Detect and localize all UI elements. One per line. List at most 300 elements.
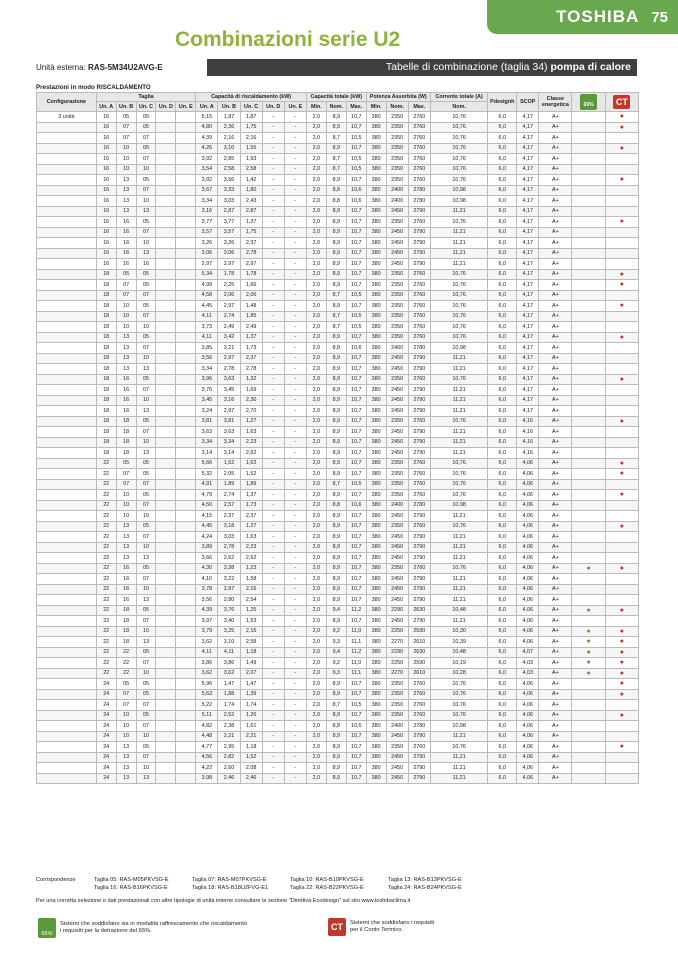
cell-heat-empty: - (284, 553, 306, 564)
cell-value: 2760 (408, 112, 430, 123)
page-number: 75 (651, 8, 668, 26)
cell-size-empty (176, 742, 196, 753)
cell-value: 8,9 (326, 227, 346, 238)
cell-size-empty (176, 700, 196, 711)
cell-value: 2760 (408, 710, 430, 721)
cell-size: 10 (116, 731, 136, 742)
cell-value: 10,98 (430, 185, 488, 196)
cell-value: 9,4 (326, 605, 346, 616)
cell-heat-empty: - (262, 689, 284, 700)
cell-value: 2790 (408, 353, 430, 364)
cell-value: 380 (366, 605, 386, 616)
cell-value: 2760 (408, 416, 430, 427)
cell-value: 2760 (408, 374, 430, 385)
cell-value: 11,21 (430, 206, 488, 217)
cell-value: 2760 (408, 479, 430, 490)
cell-heat-empty: - (284, 595, 306, 606)
cell-size: 18 (96, 364, 116, 375)
cell-value: 4,16 (517, 437, 539, 448)
cell-size: 16 (116, 584, 136, 595)
cell-heat: 4,30 (196, 563, 218, 574)
cell-value: 2350 (386, 563, 408, 574)
cell-heat-empty: - (262, 542, 284, 553)
cell-size-empty (176, 353, 196, 364)
cell-value: 6,0 (488, 112, 517, 123)
cell-size: 10 (116, 490, 136, 501)
cell-value: 10,7 (346, 175, 366, 186)
col-power: Potenza Assorbita (W) (366, 93, 430, 102)
sub-heat-e: Un. E (284, 102, 306, 112)
cell-heat-empty: - (284, 196, 306, 207)
cell-ct (605, 479, 638, 490)
red-dot-icon: ● (605, 269, 638, 280)
cell-size: 07 (136, 227, 156, 238)
cell-size-empty (156, 731, 176, 742)
cell-ct (605, 154, 638, 165)
cell-config (37, 311, 97, 322)
cell-ct (605, 322, 638, 333)
cell-size-empty (156, 164, 176, 175)
cell-value: 6,0 (488, 290, 517, 301)
cell-heat-empty: - (284, 658, 306, 669)
cell-heat: 1,37 (240, 217, 262, 228)
cell-value: 2760 (408, 521, 430, 532)
cell-value: 10,76 (430, 133, 488, 144)
cell-size: 16 (96, 206, 116, 217)
cell-size: 16 (96, 185, 116, 196)
cell-value: 6,0 (488, 763, 517, 774)
cell-size: 05 (136, 175, 156, 186)
red-dot-icon: ● (605, 710, 638, 721)
cell-heat-empty: - (284, 238, 306, 249)
section-bar-text: Tabelle di combinazione (taglia 34) (385, 61, 548, 73)
cell-value: 2,0 (306, 448, 326, 459)
cell-size: 18 (116, 437, 136, 448)
cell-size-empty (156, 752, 176, 763)
cell-size: 07 (136, 658, 156, 669)
cell-heat: 5,11 (196, 710, 218, 721)
cell-value: 6,0 (488, 185, 517, 196)
cell-value: 2450 (386, 437, 408, 448)
cell-config (37, 521, 97, 532)
cell-size: 05 (136, 647, 156, 658)
cell-value: 2450 (386, 227, 408, 238)
cell-size: 22 (96, 605, 116, 616)
cell-value: 2790 (408, 511, 430, 522)
cell-ct (605, 448, 638, 459)
red-dot-icon: ● (605, 605, 638, 616)
cell-config (37, 479, 97, 490)
table-row (37, 280, 639, 291)
cell-value: 2,0 (306, 238, 326, 249)
sub-un-c: Un. C (136, 102, 156, 112)
cell-value: 2,0 (306, 511, 326, 522)
cell-65 (572, 122, 605, 133)
cell-value: 2790 (408, 437, 430, 448)
cell-value: 8,7 (326, 700, 346, 711)
cell-value: 4,17 (517, 364, 539, 375)
cell-size-empty (176, 626, 196, 637)
cell-heat-empty: - (284, 626, 306, 637)
cell-heat: 4,79 (196, 490, 218, 501)
cell-config (37, 742, 97, 753)
cell-size: 13 (136, 773, 156, 784)
cell-size: 18 (96, 406, 116, 417)
cell-heat-empty: - (284, 710, 306, 721)
cell-size: 10 (136, 164, 156, 175)
cell-value: 11,21 (430, 238, 488, 249)
cell-size-empty (176, 542, 196, 553)
cell-value: 4,06 (517, 511, 539, 522)
cell-value: A+ (539, 469, 572, 480)
cell-value: 4,06 (517, 763, 539, 774)
cell-size-empty (156, 490, 176, 501)
cell-value: 2780 (408, 343, 430, 354)
cell-heat-empty: - (262, 238, 284, 249)
cell-value: A+ (539, 154, 572, 165)
cell-size-empty (156, 185, 176, 196)
cell-config (37, 689, 97, 700)
cell-config (37, 143, 97, 154)
cell-heat-empty: - (262, 637, 284, 648)
cell-size-empty (156, 616, 176, 627)
cell-value: 11,21 (430, 511, 488, 522)
cell-value: 10,7 (346, 437, 366, 448)
cell-size: 24 (96, 752, 116, 763)
cell-heat-empty: - (284, 731, 306, 742)
cell-heat: 1,74 (218, 700, 240, 711)
cell-size: 16 (116, 227, 136, 238)
cell-value: A+ (539, 217, 572, 228)
cell-value: A+ (539, 479, 572, 490)
cell-value: 4,17 (517, 395, 539, 406)
brand-logo: TOSHIBA (556, 7, 640, 26)
cell-config (37, 416, 97, 427)
cell-value: 2450 (386, 385, 408, 396)
cell-size-empty (176, 710, 196, 721)
cell-value: 4,06 (517, 542, 539, 553)
cell-value: 2790 (408, 763, 430, 774)
cell-65 (572, 385, 605, 396)
cell-size-empty (156, 479, 176, 490)
cell-65 (572, 290, 605, 301)
legend-ct (328, 918, 434, 936)
cell-heat: 1,63 (240, 532, 262, 543)
table-row (37, 364, 639, 375)
cell-heat: 2,49 (218, 322, 240, 333)
cell-value: 4,07 (517, 647, 539, 658)
cell-heat-empty: - (284, 175, 306, 186)
cell-heat-empty: - (284, 290, 306, 301)
cell-heat: 3,62 (196, 637, 218, 648)
cell-size: 22 (96, 563, 116, 574)
cell-value: 10,76 (430, 563, 488, 574)
cell-size-empty (156, 332, 176, 343)
cell-value: 6,0 (488, 374, 517, 385)
cell-value: 2,0 (306, 343, 326, 354)
cell-value: 380 (366, 721, 386, 732)
cell-value: 10,7 (346, 616, 366, 627)
cell-ct (605, 133, 638, 144)
cell-value: 10,98 (430, 196, 488, 207)
cell-65 (572, 458, 605, 469)
cell-value: 2,0 (306, 217, 326, 228)
cell-value: 10,7 (346, 595, 366, 606)
legend-65-text-2: i requisiti per la detrazione del 65%. (60, 928, 152, 934)
cell-ct (605, 196, 638, 207)
cell-heat: 3,18 (218, 521, 240, 532)
cell-size: 05 (136, 332, 156, 343)
cell-value: A+ (539, 721, 572, 732)
cell-heat-empty: - (284, 511, 306, 522)
cell-value: 4,17 (517, 259, 539, 270)
cell-value: 10,76 (430, 280, 488, 291)
table-row (37, 469, 639, 480)
red-dot-icon: ● (605, 626, 638, 637)
cell-heat: 2,97 (218, 259, 240, 270)
cell-value: 2450 (386, 406, 408, 417)
red-dot-icon: ● (605, 332, 638, 343)
cell-heat-empty: - (262, 458, 284, 469)
cell-heat: 1,80 (240, 185, 262, 196)
red-dot-icon: ● (605, 122, 638, 133)
cell-value: 2350 (386, 332, 408, 343)
cell-size: 10 (116, 143, 136, 154)
cell-size: 07 (136, 385, 156, 396)
cell-size: 07 (136, 290, 156, 301)
cell-value: 2790 (408, 259, 430, 270)
cell-heat: 4,45 (196, 521, 218, 532)
cell-value: A+ (539, 710, 572, 721)
cell-value: 4,17 (517, 206, 539, 217)
cell-size: 24 (96, 689, 116, 700)
cell-65 (572, 175, 605, 186)
cell-heat-empty: - (284, 479, 306, 490)
cell-value: 4,17 (517, 280, 539, 291)
cell-value: 2,0 (306, 374, 326, 385)
cell-value: 380 (366, 154, 386, 165)
cell-value: 2350 (386, 280, 408, 291)
cell-value: 2350 (386, 742, 408, 753)
cell-65 (572, 196, 605, 207)
cell-size: 13 (136, 248, 156, 259)
cell-config (37, 647, 97, 658)
cell-size: 05 (136, 301, 156, 312)
cell-value: 10,5 (346, 700, 366, 711)
cell-value: 4,17 (517, 133, 539, 144)
cell-ct (605, 395, 638, 406)
cell-value: 6,0 (488, 626, 517, 637)
cell-value: 10,76 (430, 416, 488, 427)
sub-heat-c: Un. C (240, 102, 262, 112)
cell-value: 2350 (386, 122, 408, 133)
cell-value: A+ (539, 574, 572, 585)
cell-value: 11,21 (430, 542, 488, 553)
table-row (37, 437, 639, 448)
cell-value: 380 (366, 742, 386, 753)
cell-size-empty (156, 353, 176, 364)
cell-size: 22 (116, 668, 136, 679)
cell-value: 2790 (408, 616, 430, 627)
cell-heat: 4,58 (196, 290, 218, 301)
cell-size: 22 (96, 668, 116, 679)
table-row (37, 416, 639, 427)
cell-size: 07 (136, 479, 156, 490)
cell-size: 22 (116, 658, 136, 669)
cell-value: 10,76 (430, 154, 488, 165)
table-row (37, 112, 639, 123)
cell-value: A+ (539, 427, 572, 438)
cell-size: 22 (116, 647, 136, 658)
cell-value: 4,06 (517, 563, 539, 574)
cell-65 (572, 500, 605, 511)
cell-value: 2350 (386, 521, 408, 532)
cell-heat: 3,63 (196, 427, 218, 438)
page-title: Combinazioni serie U2 (175, 28, 401, 51)
cell-value: 380 (366, 238, 386, 249)
ct-icon: CT (328, 918, 346, 936)
cell-heat-empty: - (284, 742, 306, 753)
cell-65 (572, 773, 605, 784)
cell-65 (572, 227, 605, 238)
cell-value: 2,0 (306, 763, 326, 774)
cell-value: 4,06 (517, 584, 539, 595)
cell-heat: 3,97 (196, 616, 218, 627)
cell-size: 13 (116, 175, 136, 186)
cell-value: 2760 (408, 563, 430, 574)
cell-65 (572, 584, 605, 595)
cell-value: 380 (366, 301, 386, 312)
cell-ct (605, 752, 638, 763)
cell-value: 2350 (386, 322, 408, 333)
cell-value: 11,21 (430, 773, 488, 784)
table-row (37, 238, 639, 249)
red-dot-icon: ● (605, 490, 638, 501)
cell-heat: 2,58 (240, 164, 262, 175)
cell-value: 380 (366, 437, 386, 448)
cell-config (37, 322, 97, 333)
cell-value: 4,06 (517, 500, 539, 511)
cell-size-empty (156, 196, 176, 207)
cell-size-empty (176, 763, 196, 774)
cell-size: 05 (136, 689, 156, 700)
cell-size: 10 (116, 322, 136, 333)
cell-heat: 2,07 (240, 668, 262, 679)
cell-value: 6,0 (488, 500, 517, 511)
cell-size: 13 (136, 637, 156, 648)
cell-value: 2760 (408, 143, 430, 154)
cell-value: 10,76 (430, 217, 488, 228)
cell-heat-empty: - (284, 269, 306, 280)
cell-size: 18 (96, 416, 116, 427)
cell-size-empty (156, 721, 176, 732)
cell-value: 10,7 (346, 416, 366, 427)
cell-value: 2790 (408, 532, 430, 543)
cell-config (37, 542, 97, 553)
cell-value: 2450 (386, 731, 408, 742)
cell-value: 6,0 (488, 259, 517, 270)
cell-config (37, 637, 97, 648)
cell-heat: 4,77 (196, 742, 218, 753)
cell-value: 2,0 (306, 133, 326, 144)
cell-heat: 2,85 (218, 154, 240, 165)
cell-value: 8,9 (326, 385, 346, 396)
cell-size-empty (176, 479, 196, 490)
cell-size-empty (176, 374, 196, 385)
cell-value: 8,9 (326, 742, 346, 753)
cell-size: 18 (96, 269, 116, 280)
cell-value: 6,0 (488, 742, 517, 753)
cell-size: 10 (136, 542, 156, 553)
cell-heat-empty: - (262, 133, 284, 144)
red-dot-icon: ● (605, 469, 638, 480)
cell-value: 2760 (408, 311, 430, 322)
cell-size-empty (176, 532, 196, 543)
cell-value: 4,17 (517, 269, 539, 280)
cell-value: 10,7 (346, 269, 366, 280)
cell-config (37, 616, 97, 627)
cell-value: 8,9 (326, 248, 346, 259)
cell-value: 380 (366, 259, 386, 270)
cell-heat-empty: - (284, 385, 306, 396)
cell-value: 2590 (408, 626, 430, 637)
cell-value: 6,0 (488, 238, 517, 249)
table-row (37, 259, 639, 270)
cell-heat: 4,11 (196, 647, 218, 658)
section-bar-bold: pompa di calore (550, 61, 631, 73)
cell-config (37, 332, 97, 343)
cell-value: 10,7 (346, 458, 366, 469)
cell-value: A+ (539, 542, 572, 553)
cell-65 (572, 427, 605, 438)
cell-value: 2,0 (306, 689, 326, 700)
cell-heat-empty: - (284, 574, 306, 585)
cell-heat-empty: - (262, 185, 284, 196)
cell-value: 6,0 (488, 133, 517, 144)
cell-size: 13 (116, 343, 136, 354)
cell-heat: 3,98 (196, 773, 218, 784)
cell-heat: 1,75 (240, 227, 262, 238)
table-row (37, 563, 639, 574)
cell-heat-empty: - (262, 616, 284, 627)
cell-heat-empty: - (262, 700, 284, 711)
cell-value: 8,9 (326, 616, 346, 627)
cell-value: 380 (366, 217, 386, 228)
cell-ct (605, 731, 638, 742)
red-dot-icon: ● (605, 689, 638, 700)
cell-heat: 5,96 (196, 679, 218, 690)
cell-size-empty (156, 689, 176, 700)
cell-value: 380 (366, 196, 386, 207)
cell-value: 6,0 (488, 343, 517, 354)
cell-size-empty (156, 238, 176, 249)
cell-size-empty (176, 595, 196, 606)
cell-value: 2450 (386, 364, 408, 375)
cell-size: 16 (96, 154, 116, 165)
cell-value: 6,0 (488, 721, 517, 732)
cell-value: 10,7 (346, 742, 366, 753)
cell-65 (572, 185, 605, 196)
cell-value: A+ (539, 301, 572, 312)
cell-heat: 4,15 (196, 511, 218, 522)
cell-heat: 1,37 (240, 490, 262, 501)
cell-ct (605, 721, 638, 732)
cell-size: 18 (96, 448, 116, 459)
cell-value: 380 (366, 479, 386, 490)
cell-heat: 3,24 (196, 406, 218, 417)
cell-value: 2350 (386, 679, 408, 690)
cell-value: 2,0 (306, 395, 326, 406)
